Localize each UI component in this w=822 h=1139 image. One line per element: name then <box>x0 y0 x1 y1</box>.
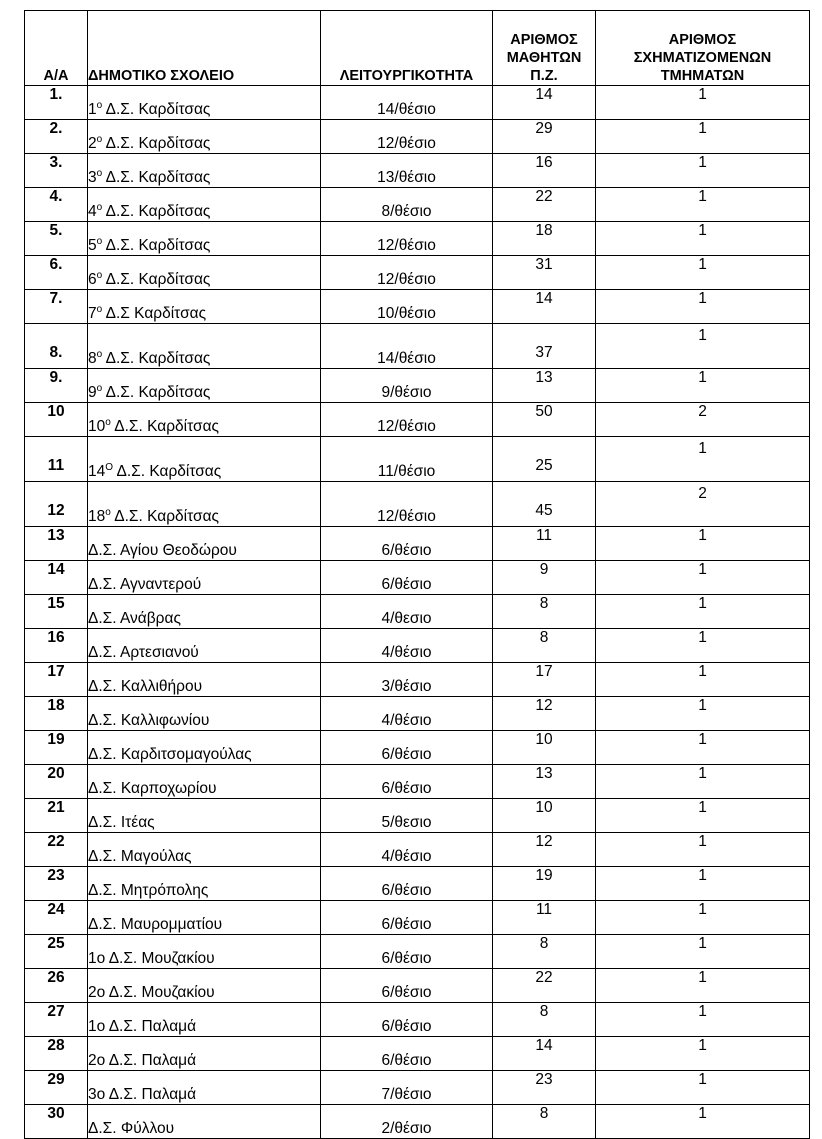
school-function: 6/θέσιο <box>321 765 493 799</box>
school-function: 6/θέσιο <box>321 561 493 595</box>
table-row <box>25 969 810 1003</box>
row-number: 21 <box>25 799 88 833</box>
school-function: 6/θέσιο <box>321 527 493 561</box>
school-ordinal-suffix: ο <box>105 416 111 428</box>
table-row <box>25 369 810 403</box>
row-number: 5. <box>25 222 88 256</box>
student-count: 12 <box>493 833 596 867</box>
section-count: 1 <box>596 969 810 1003</box>
row-number: 27 <box>25 1003 88 1037</box>
row-number: 20 <box>25 765 88 799</box>
school-ordinal-number: 8 <box>88 350 97 367</box>
school-function: 10/θέσιο <box>321 290 493 324</box>
student-count: 10 <box>493 731 596 765</box>
section-count: 1 <box>596 867 810 901</box>
header-school: ΔΗΜΟΤΙΚΟ ΣΧΟΛΕΙΟ <box>88 11 321 86</box>
section-count: 1 <box>596 324 810 369</box>
school-name-text: Δ.Σ. Καρδίτσας <box>102 350 211 367</box>
table-row <box>25 765 810 799</box>
student-count: 13 <box>493 369 596 403</box>
school-ordinal-number: 9 <box>88 384 97 401</box>
school-ordinal-number: 4 <box>88 203 97 220</box>
section-count: 1 <box>596 765 810 799</box>
school-ordinal-number: 5 <box>88 237 97 254</box>
table-row <box>25 527 810 561</box>
table-header-row <box>25 11 810 86</box>
student-count: 13 <box>493 765 596 799</box>
table-row <box>25 629 810 663</box>
table-row <box>25 663 810 697</box>
school-name-text: Δ.Σ. Καρδίτσας <box>102 237 211 254</box>
student-count: 50 <box>493 403 596 437</box>
school-name: 1ο Δ.Σ. Παλαμά <box>88 1003 321 1037</box>
school-name-text: Δ.Σ. Καρδίτσας <box>102 135 211 152</box>
student-count: 10 <box>493 799 596 833</box>
school-name: Δ.Σ. Αγίου Θεοδώρου <box>88 527 321 561</box>
student-count: 22 <box>493 969 596 1003</box>
table-row <box>25 1037 810 1071</box>
school-name <box>88 256 321 290</box>
school-name: Δ.Σ. Καλλιφωνίου <box>88 697 321 731</box>
school-function: 6/θέσιο <box>321 1037 493 1071</box>
table-row <box>25 595 810 629</box>
table-row <box>25 222 810 256</box>
row-number: 10 <box>25 403 88 437</box>
school-ordinal-number: 7 <box>88 305 97 322</box>
row-number: 22 <box>25 833 88 867</box>
school-ordinal-suffix: ο <box>96 99 103 111</box>
table-body <box>25 86 810 1139</box>
row-number: 17 <box>25 663 88 697</box>
school-function: 4/θέσιο <box>321 697 493 731</box>
school-name <box>88 437 321 482</box>
school-name: Δ.Σ. Καρποχωρίου <box>88 765 321 799</box>
school-name-text: Δ.Σ. Καρδίτσας <box>102 101 211 118</box>
school-name-text: Δ.Σ. Καρδίτσας <box>102 169 211 186</box>
school-name: 2ο Δ.Σ. Παλαμά <box>88 1037 321 1071</box>
row-number: 3. <box>25 154 88 188</box>
school-ordinal-number: 6 <box>88 271 97 288</box>
table-row <box>25 867 810 901</box>
row-number: 8. <box>25 324 88 369</box>
section-count: 1 <box>596 935 810 969</box>
section-count: 1 <box>596 369 810 403</box>
header-function: ΛΕΙΤΟΥΡΓΙΚΟΤΗΤΑ <box>321 11 493 86</box>
school-name-text: Δ.Σ. Καρδίτσας <box>110 508 220 525</box>
student-count: 11 <box>493 901 596 935</box>
school-name-text: Δ.Σ. Καρδίτσας <box>102 203 211 220</box>
table-row <box>25 188 810 222</box>
school-name <box>88 324 321 369</box>
table-row <box>25 561 810 595</box>
school-name: Δ.Σ. Ανάβρας <box>88 595 321 629</box>
row-number: 15 <box>25 595 88 629</box>
student-count: 8 <box>493 1003 596 1037</box>
school-function: 5/θεσιο <box>321 799 493 833</box>
section-count: 1 <box>596 256 810 290</box>
student-count: 14 <box>493 290 596 324</box>
row-number: 12 <box>25 482 88 527</box>
school-function: 3/θέσιο <box>321 663 493 697</box>
school-function: 2/θέσιο <box>321 1105 493 1139</box>
row-number: 1. <box>25 86 88 120</box>
school-function: 6/θέσιο <box>321 1003 493 1037</box>
student-count: 9 <box>493 561 596 595</box>
school-ordinal-suffix: ο <box>96 235 103 247</box>
table-row <box>25 901 810 935</box>
school-name-text: Δ.Σ. Καρδίτσας <box>102 384 211 401</box>
header-students-line: ΑΡΙΘΜΟΣ <box>510 32 578 48</box>
school-function: 14/θέσιο <box>321 86 493 120</box>
student-count: 11 <box>493 527 596 561</box>
school-name <box>88 120 321 154</box>
row-number: 7. <box>25 290 88 324</box>
section-count: 1 <box>596 799 810 833</box>
table-row <box>25 1105 810 1139</box>
student-count: 8 <box>493 629 596 663</box>
school-name <box>88 403 321 437</box>
school-name: Δ.Σ. Καρδιτσομαγούλας <box>88 731 321 765</box>
student-count: 8 <box>493 1105 596 1139</box>
section-count: 2 <box>596 482 810 527</box>
student-count: 8 <box>493 595 596 629</box>
school-function: 13/θέσιο <box>321 154 493 188</box>
student-count: 31 <box>493 256 596 290</box>
student-count: 45 <box>493 482 596 527</box>
student-count: 37 <box>493 324 596 369</box>
school-ordinal-suffix: ο <box>96 201 103 213</box>
table-row <box>25 403 810 437</box>
school-function: 12/θέσιο <box>321 482 493 527</box>
section-count: 1 <box>596 86 810 120</box>
header-students-line: Π.Ζ. <box>530 68 558 84</box>
table-row <box>25 256 810 290</box>
table-row <box>25 290 810 324</box>
school-name: Δ.Σ. Μαυρομματίου <box>88 901 321 935</box>
header-sections-line: ΤΜΗΜΑΤΩΝ <box>660 68 745 84</box>
section-count: 1 <box>596 154 810 188</box>
school-name: Δ.Σ. Φύλλου <box>88 1105 321 1139</box>
row-number: 24 <box>25 901 88 935</box>
table-row <box>25 1071 810 1105</box>
section-count: 1 <box>596 222 810 256</box>
student-count: 16 <box>493 154 596 188</box>
row-number: 23 <box>25 867 88 901</box>
section-count: 1 <box>596 1037 810 1071</box>
school-function: 6/θέσιο <box>321 935 493 969</box>
table-row <box>25 437 810 482</box>
table-row <box>25 697 810 731</box>
section-count: 1 <box>596 1003 810 1037</box>
row-number: 4. <box>25 188 88 222</box>
school-name-text: Δ.Σ Καρδίτσας <box>102 305 207 322</box>
student-count: 22 <box>493 188 596 222</box>
table-row <box>25 86 810 120</box>
student-count: 19 <box>493 867 596 901</box>
header-sections-line: ΣΧΗΜΑΤΙΖΟΜΕΝΩΝ <box>633 50 772 66</box>
header-sections <box>596 11 810 86</box>
school-function: 6/θέσιο <box>321 969 493 1003</box>
school-ordinal-number: 3 <box>88 169 97 186</box>
row-number: 6. <box>25 256 88 290</box>
section-count: 1 <box>596 1071 810 1105</box>
section-count: 1 <box>596 697 810 731</box>
school-ordinal-number: 10 <box>88 418 106 435</box>
school-name-text: Δ.Σ. Καρδίτσας <box>113 463 222 480</box>
section-count: 1 <box>596 901 810 935</box>
school-function: 4/θεσιο <box>321 595 493 629</box>
school-name <box>88 290 321 324</box>
table-row <box>25 120 810 154</box>
school-ordinal-suffix: ο <box>96 269 103 281</box>
student-count: 14 <box>493 86 596 120</box>
row-number: 25 <box>25 935 88 969</box>
section-count: 1 <box>596 437 810 482</box>
header-sections-line: ΑΡΙΘΜΟΣ <box>668 32 737 48</box>
school-function: 8/θέσιο <box>321 188 493 222</box>
school-function: 12/θέσιο <box>321 403 493 437</box>
school-name <box>88 86 321 120</box>
school-function: 7/θέσιο <box>321 1071 493 1105</box>
row-number: 18 <box>25 697 88 731</box>
table-row <box>25 935 810 969</box>
row-number: 19 <box>25 731 88 765</box>
school-name <box>88 222 321 256</box>
section-count: 1 <box>596 290 810 324</box>
school-ordinal-suffix: ο <box>96 348 103 360</box>
row-number: 26 <box>25 969 88 1003</box>
school-name: Δ.Σ. Καλλιθήρου <box>88 663 321 697</box>
school-function: 11/θέσιο <box>321 437 493 482</box>
row-number: 11 <box>25 437 88 482</box>
student-count: 29 <box>493 120 596 154</box>
school-name: Δ.Σ. Μαγούλας <box>88 833 321 867</box>
school-ordinal-suffix: ο <box>96 382 103 394</box>
table-row <box>25 731 810 765</box>
school-name <box>88 369 321 403</box>
table-row <box>25 482 810 527</box>
table-row <box>25 324 810 369</box>
school-ordinal-number: 2 <box>88 135 97 152</box>
student-count: 25 <box>493 437 596 482</box>
row-number: 28 <box>25 1037 88 1071</box>
school-function: 6/θέσιο <box>321 901 493 935</box>
school-function: 9/θέσιο <box>321 369 493 403</box>
student-count: 12 <box>493 697 596 731</box>
school-name-text: Δ.Σ. Καρδίτσας <box>102 271 211 288</box>
row-number: 16 <box>25 629 88 663</box>
section-count: 1 <box>596 629 810 663</box>
school-name: Δ.Σ. Αγναντερού <box>88 561 321 595</box>
school-ordinal-number: 14 <box>88 463 106 480</box>
school-function: 12/θέσιο <box>321 120 493 154</box>
section-count: 1 <box>596 731 810 765</box>
row-number: 29 <box>25 1071 88 1105</box>
row-number: 9. <box>25 369 88 403</box>
section-count: 1 <box>596 833 810 867</box>
school-name: 1ο Δ.Σ. Μουζακίου <box>88 935 321 969</box>
school-function: 6/θέσιο <box>321 867 493 901</box>
school-name: Δ.Σ. Αρτεσιανού <box>88 629 321 663</box>
student-count: 17 <box>493 663 596 697</box>
section-count: 1 <box>596 595 810 629</box>
section-count: 1 <box>596 561 810 595</box>
school-name: Δ.Σ. Μητρόπολης <box>88 867 321 901</box>
school-name: Δ.Σ. Ιτέας <box>88 799 321 833</box>
school-ordinal-suffix: Ο <box>105 461 114 473</box>
row-number: 14 <box>25 561 88 595</box>
table-row <box>25 833 810 867</box>
section-count: 1 <box>596 188 810 222</box>
section-count: 1 <box>596 663 810 697</box>
school-name: 2ο Δ.Σ. Μουζακίου <box>88 969 321 1003</box>
school-function: 12/θέσιο <box>321 222 493 256</box>
school-ordinal-suffix: ο <box>96 167 103 179</box>
header-students-line: ΜΑΘΗΤΩΝ <box>506 50 582 66</box>
school-function: 4/θέσιο <box>321 629 493 663</box>
school-ordinal-suffix: ο <box>96 303 103 315</box>
school-name <box>88 482 321 527</box>
row-number: 13 <box>25 527 88 561</box>
school-name <box>88 154 321 188</box>
table-row <box>25 154 810 188</box>
school-name-text: Δ.Σ. Καρδίτσας <box>110 418 220 435</box>
row-number: 2. <box>25 120 88 154</box>
table-row <box>25 1003 810 1037</box>
school-function: 14/θέσιο <box>321 324 493 369</box>
section-count: 1 <box>596 1105 810 1139</box>
row-number: 30 <box>25 1105 88 1139</box>
school-ordinal-number: 18 <box>88 508 106 525</box>
school-ordinal-suffix: ο <box>105 506 111 518</box>
school-name: 3ο Δ.Σ. Παλαμά <box>88 1071 321 1105</box>
section-count: 2 <box>596 403 810 437</box>
school-ordinal-number: 1 <box>88 101 97 118</box>
header-students <box>493 11 596 86</box>
section-count: 1 <box>596 120 810 154</box>
school-ordinal-suffix: ο <box>96 133 103 145</box>
table-row <box>25 799 810 833</box>
student-count: 14 <box>493 1037 596 1071</box>
school-function: 6/θέσιο <box>321 731 493 765</box>
student-count: 18 <box>493 222 596 256</box>
student-count: 23 <box>493 1071 596 1105</box>
school-function: 4/θέσιο <box>321 833 493 867</box>
school-function: 12/θέσιο <box>321 256 493 290</box>
section-count: 1 <box>596 527 810 561</box>
school-name <box>88 188 321 222</box>
header-aa: Α/Α <box>25 11 88 86</box>
student-count: 8 <box>493 935 596 969</box>
schools-table <box>24 10 810 1139</box>
